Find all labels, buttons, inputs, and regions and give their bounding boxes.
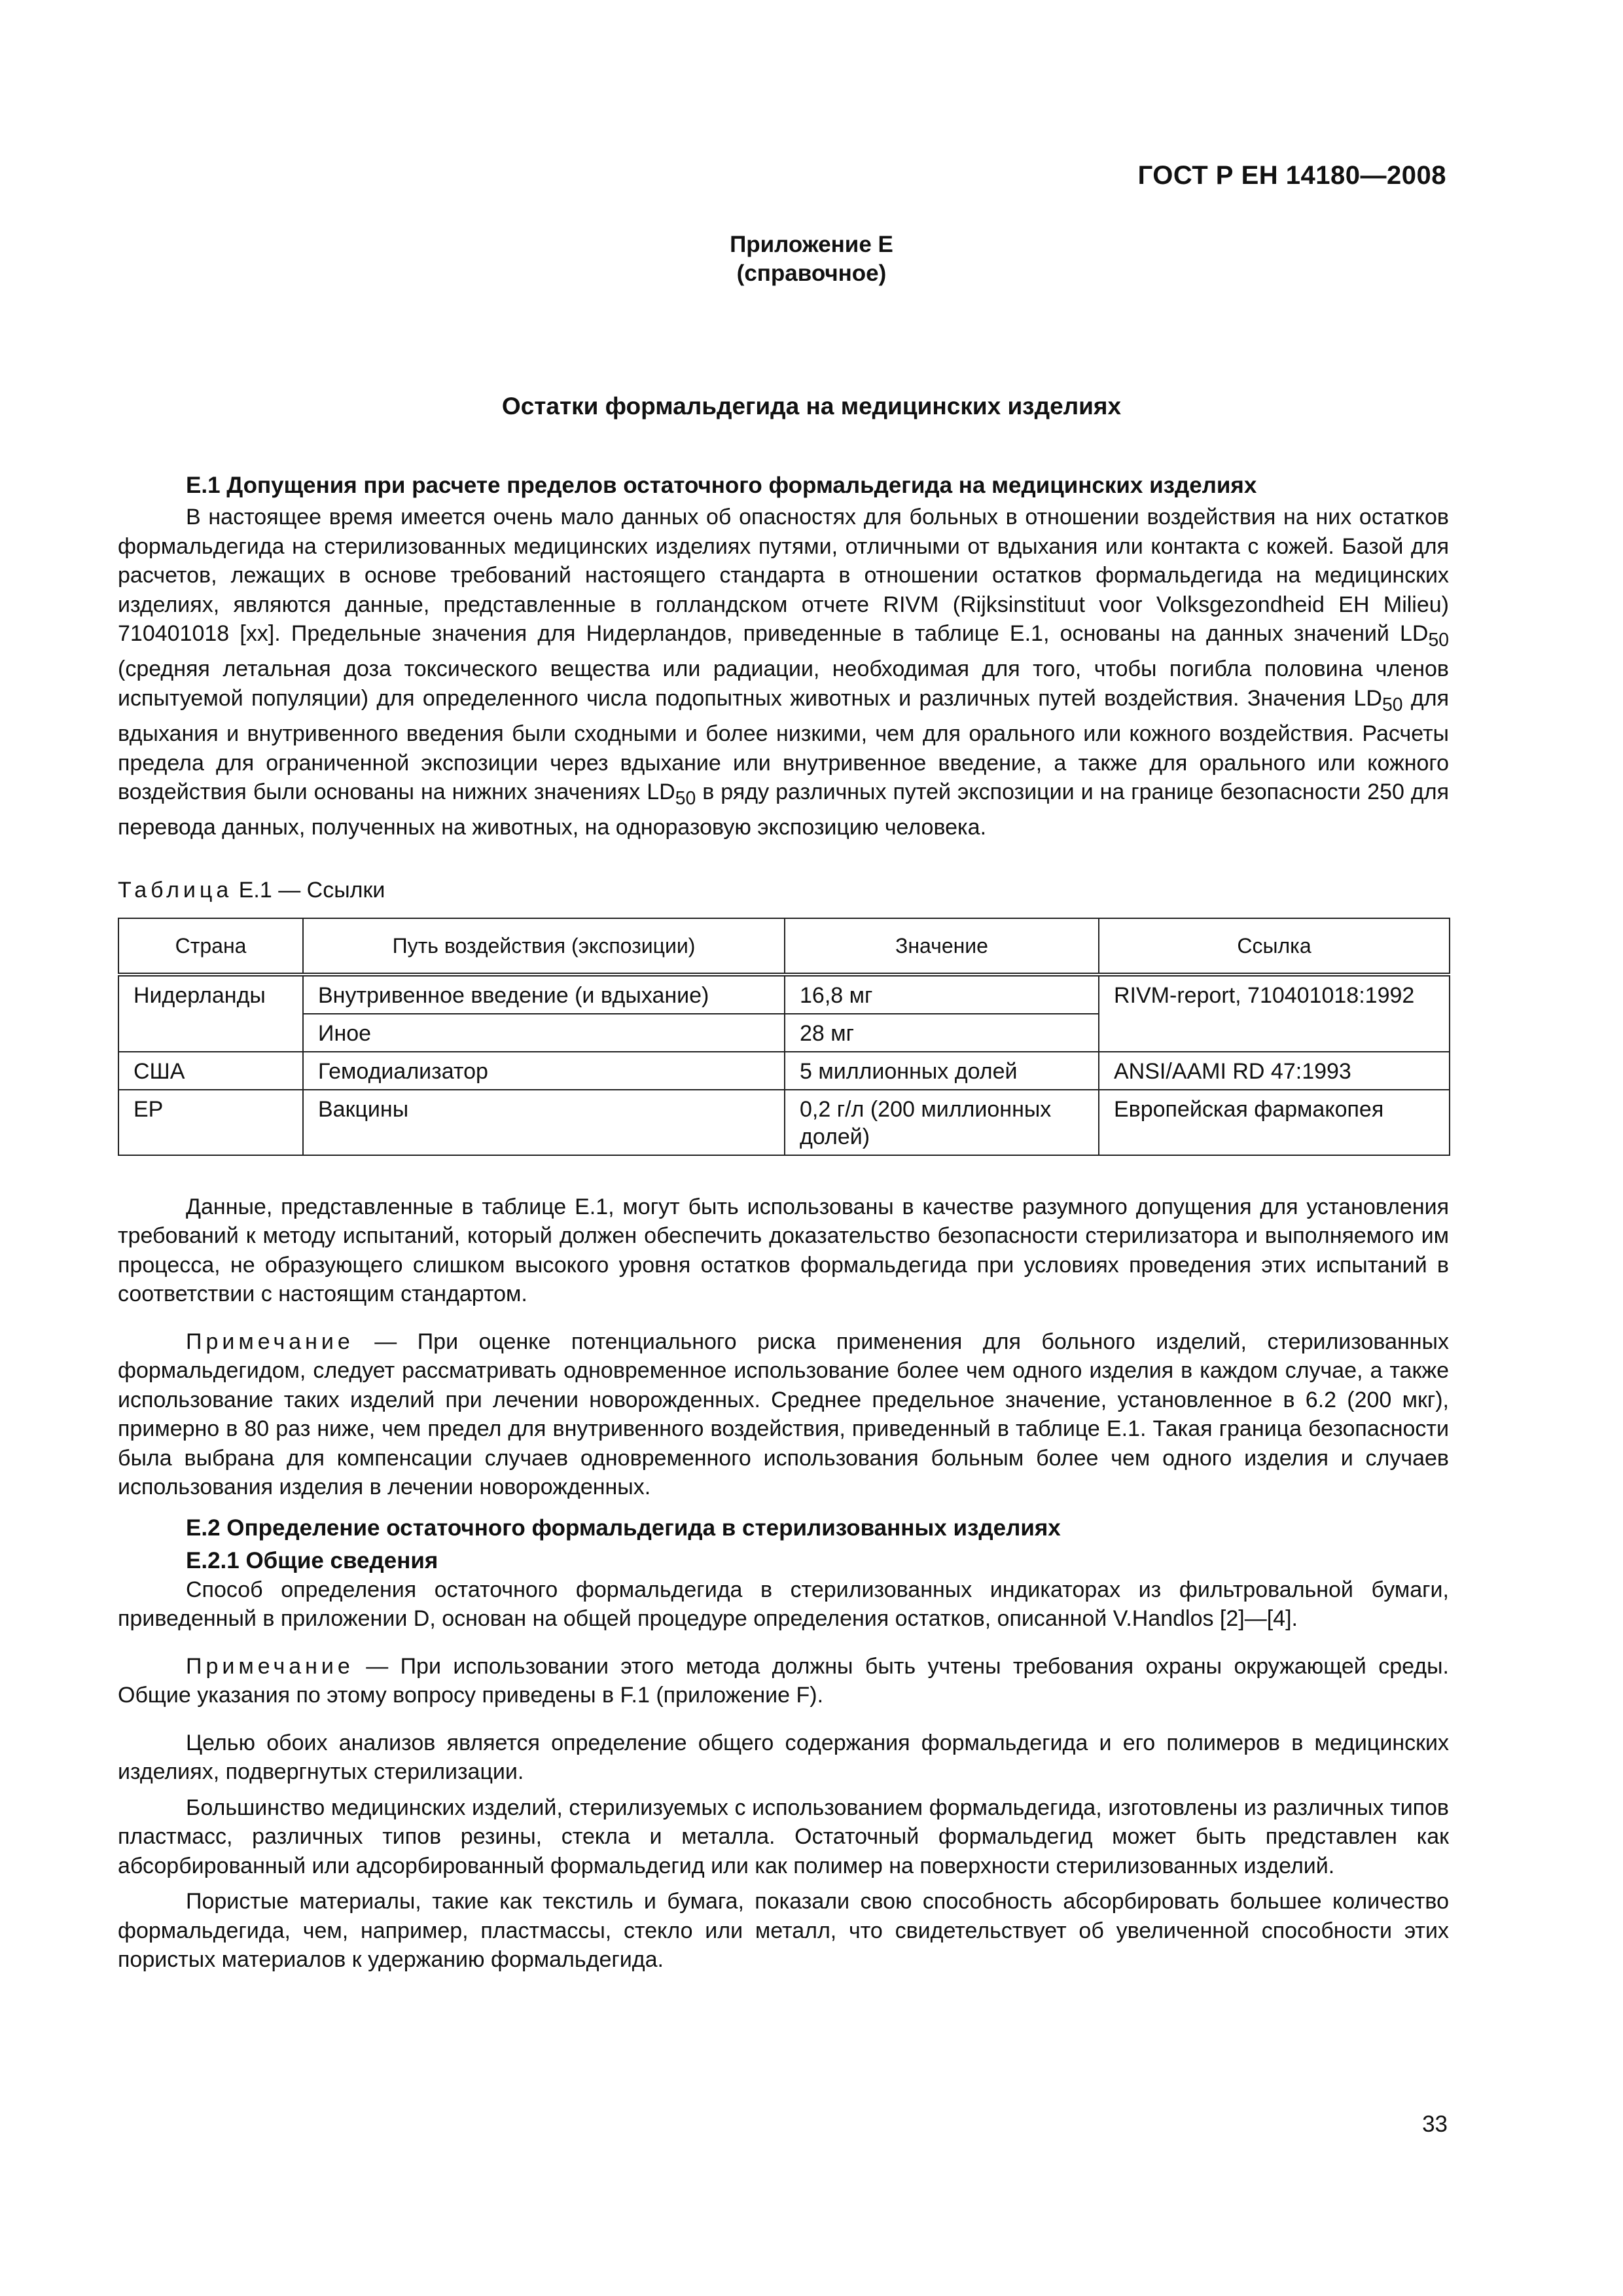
cell-country: США — [118, 1052, 303, 1090]
note-label: Примечание — [186, 1653, 354, 1679]
section-e1-heading: Е.1 Допущения при расчете пределов остаточного формальдегида на медицинских изделиях — [186, 473, 1257, 498]
cell-route: Внутривенное введение (и вдыхание) — [303, 975, 785, 1014]
cell-route: Вакцины — [303, 1090, 785, 1155]
table-discussion-paragraph: Данные, представленные в таблице Е.1, могут быть использованы в качестве разумного допущения для установления требований к методу испытаний, который должен обеспечить доказательство безопасности стерилизатора и выполняемого им процесса, не образующего слишком высокого уровня остатков формальдегида при условиях проведения этих испытаний в соответствии с настоящим стандартом. — [118, 1194, 1449, 1307]
section-e21-heading: Е.2.1 Общие сведения — [186, 1547, 438, 1573]
text-fragment: В настоящее время имеется очень мало данных об опасностях для больных в отношении воздействия на них остатков формальдегида на стерилизованных медицинских изделиях путями, отличными от вдыхания или контакта с кожей. Базой для расчетов, лежащих в основе требований настоящего стандарта в отношении остатков формальдегида на медицинских изделиях, являются данные, представленные в голландском отчете RIVM (Rijksinstituut voor Volksgezondheid EH Milieu) 710401018 [xx]. Предельные значения для Нидерландов, приведенные в таблице Е.1, основаны на данных значений LD — [118, 505, 1449, 646]
cell-value: 28 мг — [785, 1014, 1099, 1052]
page-number: 33 — [1422, 2111, 1448, 2137]
cell-value: 0,2 г/л (200 миллионных долей) — [785, 1090, 1099, 1155]
table-row — [118, 1090, 1450, 1155]
body-paragraph: Большинство медицинских изделий, стерилизуемых с использованием формальдегида, изготовлены из различных типов пластмасс, различных типов резины, стекла и металла. Остаточный формальдегид может быть представлен как абсорбированный или адсорбированный формальдегид или как полимер на поверхности стерилизованных изделий. — [118, 1795, 1449, 1878]
page-title: Остатки формальдегида на медицинских изделиях — [501, 393, 1122, 420]
subscript: 50 — [675, 787, 696, 809]
table-row — [118, 975, 1450, 1014]
cell-country: ЕР — [118, 1090, 303, 1155]
body-paragraph: Целью обоих анализов является определение общего содержания формальдегида и его полимеров в медицинских изделиях, подвергнутых стерилизации. — [118, 1730, 1449, 1785]
note-text: — При оценке потенциального риска применения для больного изделий, стерилизованных формальдегидом, следует рассматривать одновременное использование более чем одного изделия в каждом случае, а также использование таких изделий при лечении новорожденных. Среднее предельное значение, установленное в 6.2 (200 мкг), примерно в 80 раз ниже, чем предел для внутривенного воздействия, приведенный в таблице Е.1. Такая граница безопасности была выбрана для компенсации случаев одновременного использования больным более чем одного изделия и случаев использования изделия в лечении новорожденных. — [118, 1329, 1449, 1500]
table-row — [118, 1052, 1450, 1090]
text-fragment: в ряду различных путей экспозиции и на границе безопасности 250 для перевода данных, полученных на животных, на одноразовую экспозицию человека. — [118, 780, 1449, 840]
note-paragraph — [118, 1652, 1449, 1710]
header-reference: Ссылка — [1099, 918, 1450, 975]
main-content — [118, 471, 1449, 1975]
cell-value: 16,8 мг — [785, 975, 1099, 1014]
cell-reference: RIVM-report, 710401018:1992 — [1099, 975, 1450, 1052]
cell-value: 5 миллионных долей — [785, 1052, 1099, 1090]
text-fragment: (средняя летальная доза токсического вещества или радиации, необходимая для того, чтобы погибла половина членов испытуемой популяции) для определенного числа подопытных животных и различных путей воздействия. Значения LD — [118, 656, 1449, 711]
subscript: 50 — [1382, 694, 1403, 715]
annex-type: (справочное) — [736, 260, 887, 286]
header-country: Страна — [118, 918, 303, 975]
annex-label: Приложение Е — [730, 232, 893, 257]
note-label: Примечание — [186, 1329, 354, 1354]
text-fragment: для вдыхания и внутривенного введения были сходными и более низкими, чем для орального или кожного воздействия. Расчеты предела для ограниченной экспозиции через вдыхание или внутривенное введение, а также для орального или кожного воздействия были основаны на нижних значениях LD — [118, 685, 1449, 805]
header-route: Путь воздействия (экспозиции) — [303, 918, 785, 975]
section-e21-paragraph: Способ определения остаточного формальдегида в стерилизованных индикаторах из фильтровальной бумаги, приведенный в приложении D, основан на общей процедуре определения остатков, описанной V.Handlos [2]—[4]. — [118, 1577, 1449, 1632]
section-e2-heading: Е.2 Определение остаточного формальдегида в стерилизованных изделиях — [186, 1515, 1061, 1541]
subscript: 50 — [1428, 629, 1449, 651]
annex-heading — [0, 230, 1623, 288]
cell-route: Гемодиализатор — [303, 1052, 785, 1090]
body-paragraph: Пористые материалы, такие как текстиль и бумага, показали свою способность абсорбировать большее количество формальдегида, чем, например, пластмассы, стекло или металл, что свидетельствует об увеличенной способности этих пористых материалов к удержанию формальдегида. — [118, 1889, 1449, 1973]
header-value: Значение — [785, 918, 1099, 975]
note-paragraph — [118, 1327, 1449, 1502]
table-caption-text: Е.1 — Ссылки — [232, 877, 385, 903]
table-header-row — [118, 918, 1450, 975]
section-e1-paragraph — [118, 503, 1449, 842]
table-caption-label: Таблица — [118, 877, 233, 903]
references-table — [118, 918, 1450, 1156]
cell-reference: Европейская фармакопея — [1099, 1090, 1450, 1155]
cell-route: Иное — [303, 1014, 785, 1052]
cell-country: Нидерланды — [118, 975, 303, 1052]
note-text: — При использовании этого метода должны быть учтены требования охраны окружающей среды. Общие указания по этому вопросу приведены в F.1 (приложение F). — [118, 1653, 1449, 1708]
cell-reference: ANSI/AAMI RD 47:1993 — [1099, 1052, 1450, 1090]
standard-code: ГОСТ Р ЕН 14180—2008 — [1137, 161, 1446, 190]
table-caption — [118, 878, 1449, 903]
